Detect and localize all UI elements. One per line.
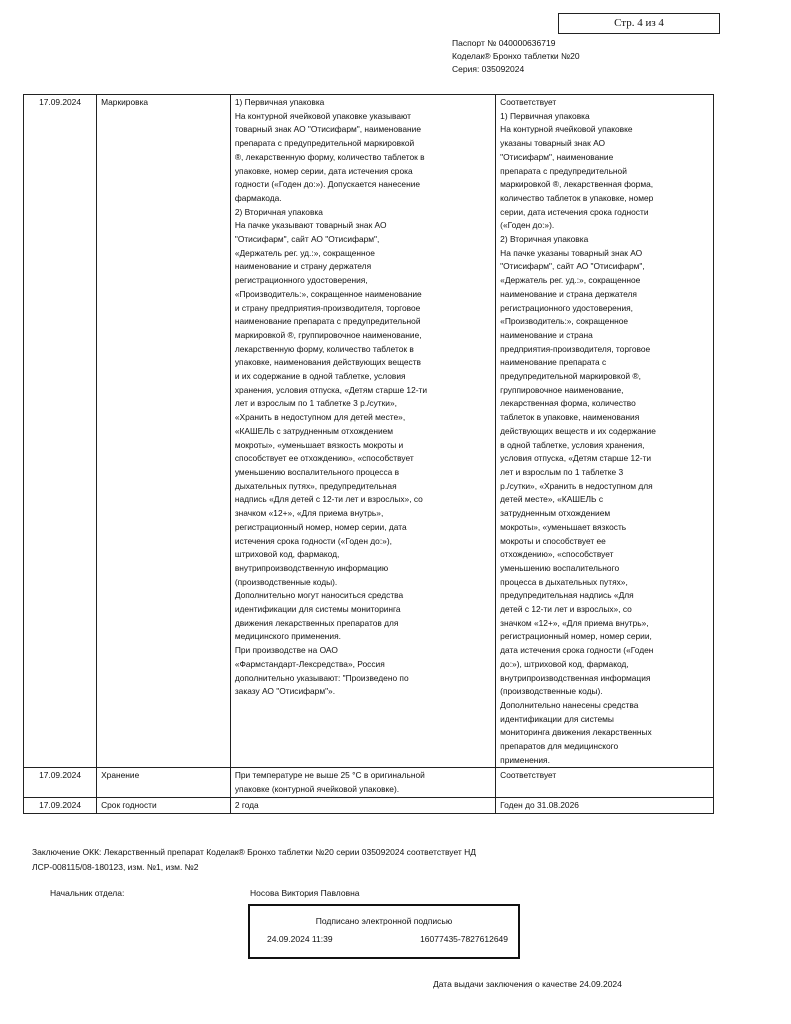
text-line: препарата с предупредительной — [500, 165, 627, 176]
text-line: внутрипроизводственная информация — [500, 672, 651, 683]
text-line: отхождению», «способствует — [500, 549, 614, 560]
text-line: действующих веществ и их содержание — [500, 425, 656, 436]
text-line: и страну предприятия-производителя, торговое — [234, 302, 421, 313]
text-line: фармакода. — [234, 192, 282, 203]
test-results-table — [23, 94, 714, 814]
qc-conclusion — [32, 845, 476, 875]
text-line: уменьшению воспалительного — [500, 562, 620, 573]
signature-certificate: 16077435-7827612649 — [420, 934, 508, 944]
text-line: "Отисифарм", сайт АО "Отисифарм", — [234, 234, 380, 245]
text-line: На контурной ячейковой упаковке указывают — [234, 110, 411, 121]
row-requirement — [230, 95, 495, 768]
text-line: На пачке указаны товарный знак АО — [500, 247, 643, 258]
text-line: годности («Годен до:»). Допускается нанесение — [234, 179, 421, 190]
text-line: Годен до 31.08.2026 — [500, 799, 579, 810]
row-date: 17.09.2024 — [24, 797, 97, 813]
text-line: наименование и страна — [500, 329, 593, 340]
signature-datetime: 24.09.2024 11:39 — [267, 934, 333, 944]
text-line: На контурной ячейковой упаковке — [500, 124, 633, 135]
text-line: «Фармстандарт-Лексредства», Россия — [234, 658, 385, 669]
text-line: способствует ее отхождению», «способствует — [234, 453, 414, 464]
row-parameter: Хранение — [97, 768, 231, 797]
table-row — [24, 95, 714, 768]
text-line: серии, дата истечения срока годности — [500, 206, 649, 217]
text-line: При производстве на ОАО — [234, 645, 338, 656]
row-requirement — [230, 768, 495, 797]
text-line: штриховой код, фармакод, — [234, 549, 340, 560]
text-line: наименование и страна держателя — [500, 288, 637, 299]
text-line: «КАШЕЛЬ с затрудненным отхождением — [234, 425, 394, 436]
text-line: «Хранить в недоступном для детей месте», — [234, 412, 406, 423]
text-line: группировочное наименование, — [500, 384, 624, 395]
row-result — [496, 797, 714, 813]
text-line: в одной таблетке, условия хранения, — [500, 439, 645, 450]
text-line: «Держатель рег. уд.:», сокращенное — [234, 247, 375, 258]
text-line: применения. — [500, 754, 550, 765]
text-line: предупредительная надпись «Для — [500, 590, 634, 601]
row-result — [496, 95, 714, 768]
text-line: дата истечения срока годности («Годен — [500, 645, 654, 656]
text-line: до:»), штриховой код, фармакод, — [500, 658, 629, 669]
electronic-signature-stamp — [248, 904, 520, 959]
row-date: 17.09.2024 — [24, 768, 97, 797]
text-line: лекарственная форма, количество — [500, 398, 636, 409]
text-line: значком «12+», «Для приема внутрь», — [500, 617, 649, 628]
text-line: указаны товарный знак АО — [500, 138, 605, 149]
text-line: Дополнительно могут наноситься средства — [234, 590, 404, 601]
row-parameter: Маркировка — [97, 95, 231, 768]
text-line: уменьшению воспалительного процесса в — [234, 466, 400, 477]
text-line: маркировкой ®, группировочное наименование, — [234, 329, 422, 340]
chief-name: Носова Виктория Павловна — [250, 888, 360, 898]
text-line: ®, лекарственную форму, количество таблеток в — [234, 151, 425, 162]
text-line: (производственные коды). — [500, 686, 603, 697]
row-requirement — [230, 797, 495, 813]
text-line: Дополнительно нанесены средства — [500, 699, 639, 710]
text-line: детей месте», «КАШЕЛЬ с — [500, 494, 604, 505]
text-line: затрудненным отхождением — [500, 508, 611, 519]
text-line: упаковке (контурной ячейковой упаковке). — [234, 784, 400, 795]
text-line: «Производитель:», сокращенное — [500, 316, 629, 327]
product-name: Коделак® Бронхо таблетки №20 — [452, 51, 580, 61]
text-line: истечения срока годности («Годен до:»), — [234, 535, 392, 546]
issue-date: Дата выдачи заключения о качестве 24.09.2024 — [433, 979, 622, 989]
text-line: внутрипроизводственную информацию — [234, 562, 389, 573]
text-line: наименование препарата с — [500, 357, 607, 368]
passport-number: Паспорт № 040000636719 — [452, 38, 556, 48]
text-line: лет и взрослым по 1 таблетке 3 р./сутки», — [234, 398, 397, 409]
text-line: мокроты и способствует ее — [500, 535, 606, 546]
text-line: предприятия-производителя, торговое — [500, 343, 651, 354]
text-line: детей с 12-ти лет и взрослых», со — [500, 604, 632, 615]
page-number-box: Стр. 4 из 4 — [558, 13, 720, 34]
text-line: лекарственную форму, количество таблеток в — [234, 343, 414, 354]
text-line: регистрационного удостоверения, — [500, 302, 633, 313]
text-line: При температуре не выше 25 °С в оригинальной — [234, 770, 425, 781]
text-line: упаковке, наименования действующих веществ — [234, 357, 421, 368]
text-line: движения лекарственных препаратов для — [234, 617, 399, 628]
text-line: мокроты», «уменьшает вязкость мокроты и — [234, 439, 404, 450]
text-line: значком «12+», «Для приема внутрь», — [234, 508, 384, 519]
text-line: медицинского применения. — [234, 631, 341, 642]
text-line: р./сутки», «Хранить в недоступном для — [500, 480, 653, 491]
text-line: Соответствует — [500, 97, 557, 107]
signature-title: Подписано электронной подписью — [315, 916, 453, 926]
text-line: лет и взрослым по 1 таблетке 3 — [500, 466, 624, 477]
text-line: товарный знак АО "Отисифарм", наименование — [234, 124, 422, 135]
text-line: наименование препарата с предупредительной — [234, 316, 421, 327]
text-line: количество таблеток в упаковке, номер — [500, 192, 654, 203]
chief-label: Начальник отдела: — [50, 888, 125, 898]
text-line: наименование и страну держателя — [234, 261, 372, 272]
text-line: На пачке указывают товарный знак АО — [234, 220, 387, 231]
text-line: 1) Первичная упаковка — [500, 110, 590, 121]
text-line: регистрационный номер, номер серии, дата — [234, 521, 407, 532]
text-line: дополнительно указывают: "Произведено по — [234, 672, 409, 683]
text-line: мониторинга движения лекарственных — [500, 727, 652, 738]
text-line: заказу АО "Отисифарм"». — [234, 686, 336, 697]
text-line: 1) Первичная упаковка — [234, 97, 325, 107]
text-line: 2) Вторичная упаковка — [234, 206, 323, 217]
text-line: («Годен до:»). — [500, 220, 555, 231]
text-line: (производственные коды). — [234, 576, 338, 587]
text-line: препаратов для медицинского — [500, 741, 619, 752]
text-line: условия отпуска, «Детям старше 12-ти — [500, 453, 652, 464]
text-line: процесса в дыхательных путях», — [500, 576, 628, 587]
text-line: хранения, условия отпуска, «Детям старше 12-ти — [234, 384, 428, 395]
text-line: «Производитель:», сокращенное наименование — [234, 288, 422, 299]
text-line: препарата с предупредительной маркировкой — [234, 138, 415, 149]
text-line: 2 года — [234, 799, 259, 810]
text-line: регистрационный номер, номер серии, — [500, 631, 652, 642]
text-line: Соответствует — [500, 770, 557, 781]
text-line: "Отисифарм", сайт АО "Отисифарм", — [500, 261, 645, 272]
row-parameter: Срок годности — [97, 797, 231, 813]
row-date: 17.09.2024 — [24, 95, 97, 768]
text-line: 2) Вторичная упаковка — [500, 234, 589, 245]
text-line: надпись «Для детей с 12-ти лет и взрослых», со — [234, 494, 423, 505]
text-line: и их содержание в одной таблетке, условия — [234, 371, 406, 382]
text-line: предупредительной маркировкой ®, — [500, 371, 641, 382]
text-line: дыхательных путях», предупредительная — [234, 480, 397, 491]
text-line: упаковке, номер серии, дата истечения срока — [234, 165, 413, 176]
text-line: мокроты», «уменьшает вязкость — [500, 521, 627, 532]
conclusion-line-2: ЛСР-008115/08-180123, изм. №1, изм. №2 — [32, 862, 199, 872]
text-line: «Держатель рег. уд.:», сокращенное — [500, 275, 641, 286]
series-number: Серия: 035092024 — [452, 64, 525, 74]
table-row — [24, 797, 714, 813]
conclusion-line-1: Заключение ОКК: Лекарственный препарат Коделак® Бронхо таблетки №20 серии 035092024 соответствует НД — [32, 847, 477, 857]
table-row — [24, 768, 714, 797]
text-line: маркировкой ®, лекарственная форма, — [500, 179, 654, 190]
passport-header — [452, 37, 580, 76]
text-line: идентификации для системы мониторинга — [234, 604, 401, 615]
text-line: регистрационного удостоверения, — [234, 275, 368, 286]
row-result — [496, 768, 714, 797]
text-line: таблеток в упаковке, наименования — [500, 412, 640, 423]
text-line: идентификации для системы — [500, 713, 614, 724]
text-line: "Отисифарм", наименование — [500, 151, 614, 162]
